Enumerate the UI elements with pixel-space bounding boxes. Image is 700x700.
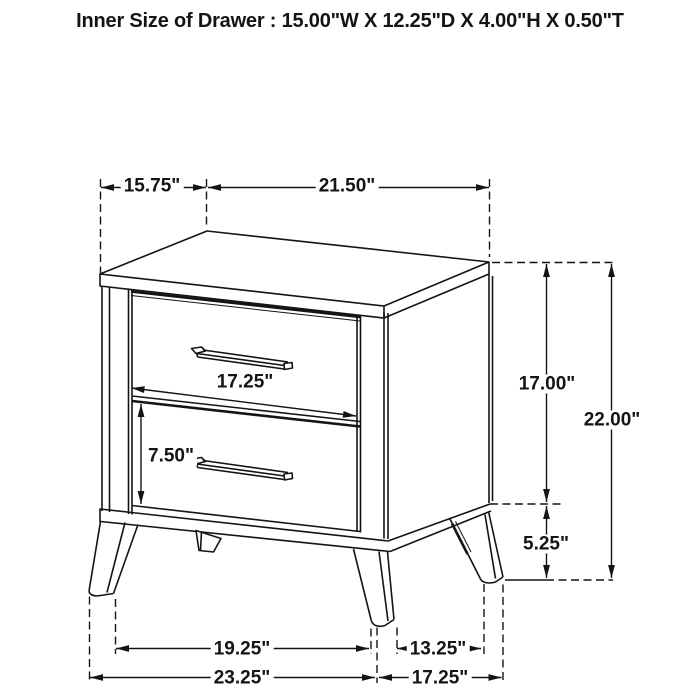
diagram-title: Inner Size of Drawer : 15.00"W X 12.25"D X 4.00"H X 0.50"T [76, 10, 624, 32]
drawer-handle-bottom [192, 458, 293, 481]
dim-label-top-width: 21.50" [316, 177, 379, 196]
tabletop [100, 231, 489, 318]
dim-label-side-legs-inner: 13.25" [407, 640, 470, 659]
dim-label-side-legs-outer: 17.25" [409, 669, 472, 688]
legs [89, 512, 503, 627]
dim-label-drawer-width: 17.25" [214, 373, 277, 392]
dim-label-overall-height: 22.00" [581, 411, 644, 430]
dim-label-top-depth: 15.75" [121, 177, 184, 196]
drawer-handle-top [192, 347, 293, 370]
dim-label-cabinet-height: 17.00" [516, 375, 579, 394]
dim-label-leg-height: 5.25" [520, 535, 572, 554]
dim-label-drawer-height: 7.50" [145, 447, 197, 466]
dim-label-front-legs-outer: 23.25" [211, 669, 274, 688]
cabinet-body [100, 274, 493, 552]
dim-label-front-legs-inner: 19.25" [211, 640, 274, 659]
